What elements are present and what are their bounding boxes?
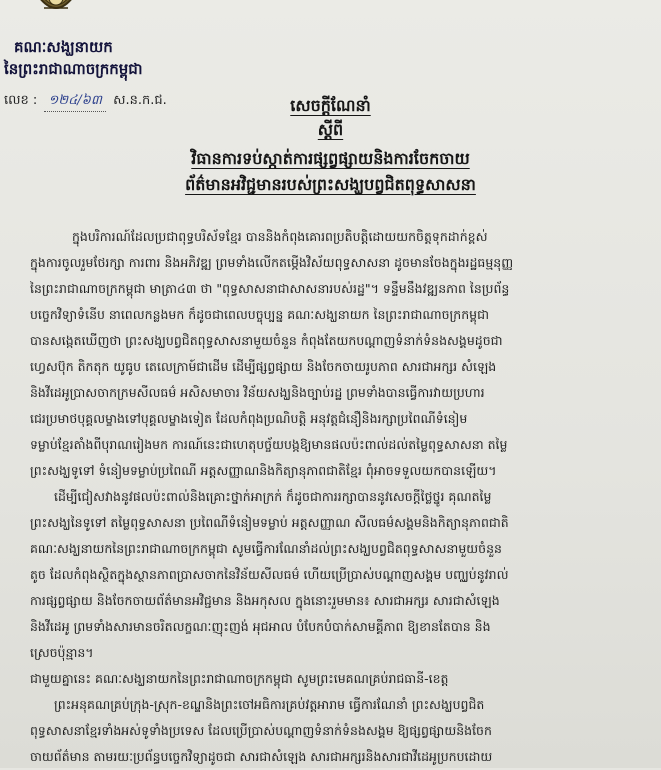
body-line: ទម្លាប់ខ្មែរតាំងពីបុរាណរៀងមក ការណ៍នេះជាហេតុបច្ច័យបង្កឱ្យមានផលប៉ះពាល់ដល់តម្លៃពុទ្ធសាសនា តម្លៃ (30, 437, 508, 452)
body-line: ការផ្សព្វផ្សាយ និងចែកចាយព័ត៌មានអវិជ្ជមាន និងអកុសល ក្នុងនោះរួមមាន៖ សារជាអក្សរ សារជាសំឡេង (30, 593, 500, 608)
org-name: គណៈសង្ឃនាយក (14, 38, 113, 56)
title-line-1: សេចក្តីណែនាំ (290, 96, 371, 115)
body-line: ហ្វេសប៊ុក តិកតុក យូធូប តេលេក្រាម៍ជាដើម ដើម្បីផ្សព្វផ្សាយ និងចែកចាយរូបភាព សារជាអក្សរ សំឡេង (30, 359, 497, 374)
document-title (0, 94, 661, 198)
body-line: និងវីដេអូ ព្រមទាំងសារមានចរិតលក្ខណៈញុះញង់ អុជអាល បំបែកបំបាក់សាមគ្គីភាព ឱ្យខានតែបាន និង (30, 619, 491, 634)
title-line-3: វិធានការទប់ស្កាត់ការផ្សព្វផ្សាយនិងការចែកចាយ (191, 149, 470, 168)
body-line: ចាយព័ត៌មាន តាមរយៈប្រព័ន្ធបច្ចេកវិទ្យាដូចជា សារជាសំឡេង សារជាអក្សរនិងសារជាវីដេអូប្រកបដោយ (30, 749, 493, 764)
body-line: និងវីដេអូប្រាសចាកក្រមសីលធម៌ អសិសមាចារ វិន័យសង្ឃនិងច្បាប់រដ្ឋ ព្រមទាំងបានធ្វើការវាយប្រហារ (30, 385, 485, 400)
body-line: ក្នុងការចូលរួមថែរក្សា ការពារ និងអភិវឌ្ឍ ព្រមទាំងលើកតម្កើងវិស័យពុទ្ធសាសនា ដូចមានចែងក្នុងរដ្ឋធម្មនុញ្ញ (30, 255, 514, 270)
org-subtitle: នៃព្រះរាជាណាចក្រកម្ពុជា (4, 60, 143, 78)
ref-prefix: លេខ : (4, 93, 38, 108)
title-line-2: ស្តីពី (317, 120, 344, 139)
body-line: បានសង្កេតឃើញថា ព្រះសង្ឃបព្វជិតពុទ្ធសាសនាមួយចំនួន កំពុងតែយកបណ្តាញទំនាក់ទំនងសង្គមដូចជា (30, 333, 503, 348)
title-line-4: ព័ត៌មានអវិជ្ជមានរបស់ព្រះសង្ឃបព្វជិតពុទ្ធសាសនា (185, 175, 476, 194)
ref-suffix: ស.ន.ក.ជ. (113, 93, 167, 108)
body-line: ជេរប្រមាថបុគ្គលម្ខាងទៅបុគ្គលម្ខាងទៀត ដែលកំពុងប្រណិបត្តិ អនុវត្តជំនឿនិងរក្សាប្រពៃណីទំនៀម (30, 411, 468, 426)
body-line: ព្រះសង្ឃនៃទូទៅ តម្លៃពុទ្ធសាសនា ប្រពៃណីទំនៀមទម្លាប់ អត្តសញ្ញាណ សីលធម៌សង្គមនិងកិត្យានុភាពជាតិ (30, 515, 509, 530)
body-line: ស្រេចប៉ុន្មាន។ (30, 645, 94, 660)
body-line: ព្រះសង្ឃទូទៅ ទំនៀមទម្លាប់ប្រពៃណី អត្តសញ្ញាណនិងកិត្យានុភាពជាតិខ្មែរ ពុំអាចទទួលយកបានឡើយ។ (30, 463, 497, 478)
royal-seal-icon (26, 0, 86, 30)
body-line: គណៈសង្ឃនាយកនៃព្រះរាជាណាចក្រកម្ពុជា សូមធ្វើការណែនាំដល់ព្រះសង្ឃបព្វជិតពុទ្ធសាសនាមួយចំនួន (30, 541, 502, 556)
body-line: បច្ចេកវិទ្យាទំនើប នាពេលកន្លងមក ក៏ដូចជាពេលបច្ចុប្បន្ន គណៈសង្ឃនាយក នៃព្រះរាជាណាចក្រកម្ពុជា (30, 307, 489, 322)
body-line: ដើម្បីជៀសវាងនូវផលប៉ះពាល់និងគ្រោះថ្នាក់អាក្រក់ ក៏ដូចជាការរក្សាបាននូវសេចក្តីថ្លៃថ្នូរ គុណតម្លៃ (54, 489, 492, 504)
body-line: ជាមួយគ្នានេះ គណៈសង្ឃនាយកនៃព្រះរាជាណាចក្រកម្ពុជា សូមព្រះមេគណគ្រប់រាជធានី-ខេត្ត (30, 671, 449, 686)
ref-number: ១២៤/៦៣ (44, 92, 106, 112)
body-line: តូច ដែលកំពុងស្ថិតក្នុងស្ថានភាពប្រាសចាកនៃវិន័យសីលធម៌ ហើយប្រើប្រាស់បណ្តាញសង្គម បញ្ឈប់នូវរាល់ (30, 567, 509, 582)
body-line: ពុទ្ធសាសនាខ្មែរទាំងអស់ទូទាំងប្រទេស ដែលប្រើប្រាស់បណ្តាញទំនាក់ទំនងសង្គម ឱ្យផ្សព្វផ្សាយនិងចែក (30, 723, 492, 738)
document-body (30, 224, 642, 770)
body-line: ក្នុងបរិការណ៍ដែលប្រជាពុទ្ធបរិស័ទខ្មែរ បាននិងកំពុងគោរពប្រតិបត្តិដោយយកចិត្តទុកដាក់ខ្ពស់ (72, 229, 488, 244)
body-line: នៃព្រះរាជាណាចក្រកម្ពុជា មាត្រា៤៣ ថា "ពុទ្ធសាសនាជាសាសនារបស់រដ្ឋ"។ ទន្ទឹមនឹងវឌ្ឍនភាព នៃប្រព័ន្ធ (30, 281, 510, 296)
body-line: ព្រះអនុគណគ្រប់ក្រុង-ស្រុក-ខណ្ឌនិងព្រះចៅអធិការគ្រប់វត្តអារាម ធ្វើការណែនាំ ព្រះសង្ឃបព្វជិត (54, 697, 485, 712)
